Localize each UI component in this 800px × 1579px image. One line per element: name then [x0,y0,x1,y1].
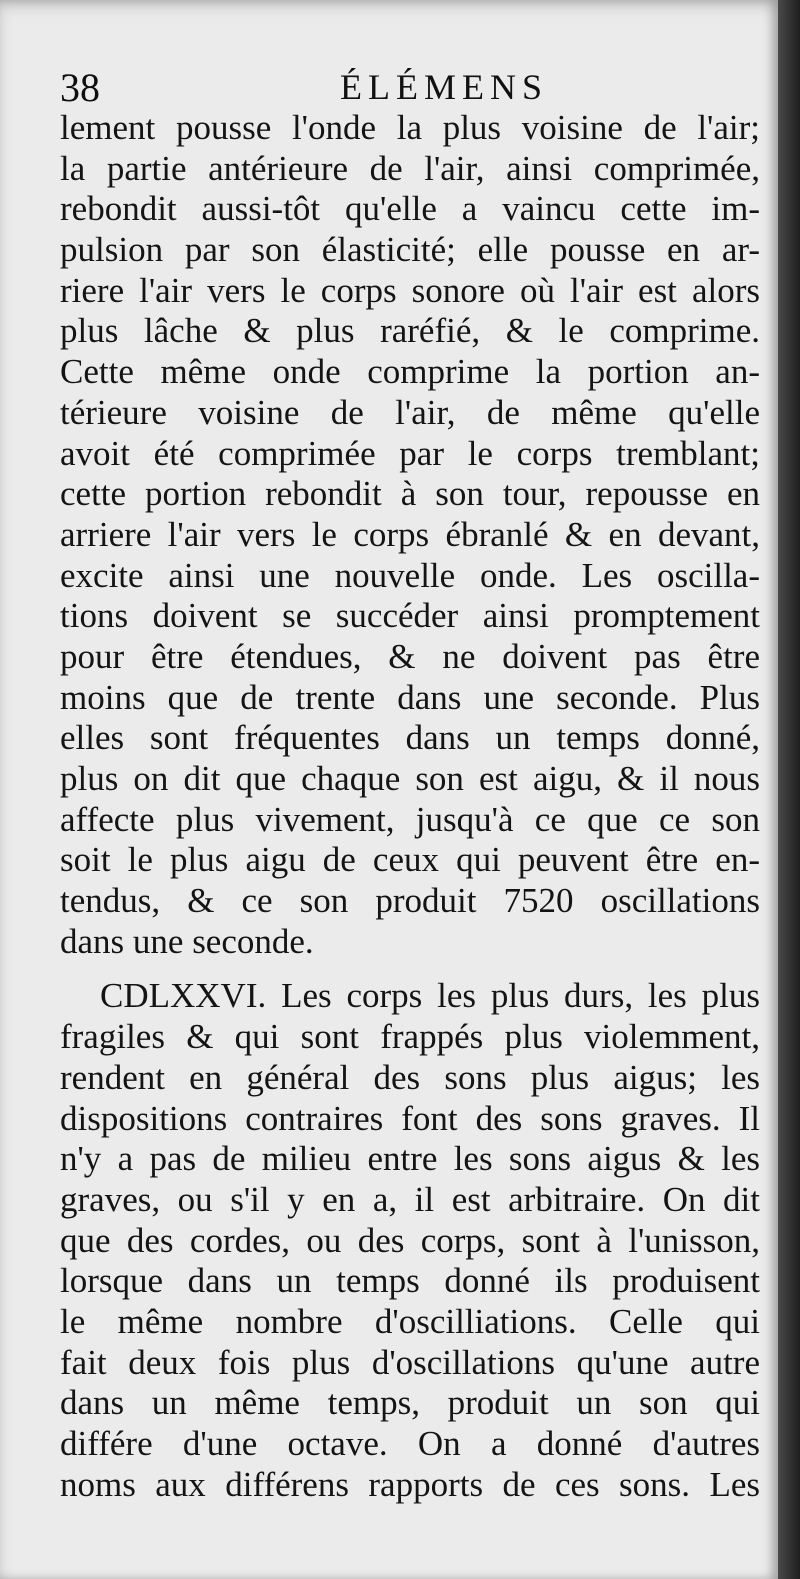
text-line: dans une seconde. [60,921,314,961]
text-line: rebondit aussi-tôt qu'elle a vaincu cette im- [60,189,760,229]
text-line: tendus, & ce son produit 7520 oscillations [60,881,760,921]
text-line: arriere l'air vers le corps ébranlé & en devant, [60,514,760,554]
text-line: avoit été comprimée par le corps tremblant; [60,433,760,473]
text-line: affecte plus vivement, jusqu'à ce que ce son [60,799,760,839]
body-text [60,108,760,1505]
text-line: tions doivent se succéder ainsi promptement [60,596,760,636]
text-line: pour être étendues, & ne doivent pas être [60,636,760,676]
text-line: lorsque dans un temps donné ils produisent [60,1261,760,1301]
text-line: noms aux différens rapports de ces sons. Les [60,1464,760,1504]
text-line: dans un même temps, produit un son qui [60,1383,760,1423]
text-line: plus on dit que chaque son est aigu, & il nous [60,759,760,798]
text-line: graves, ou s'il y en a, il est arbitraire. On dit [60,1179,760,1219]
text-line: la partie antérieure de l'air, ainsi comprimée, [60,148,760,188]
paragraph-2 [60,976,760,1505]
text-line: elles sont fréquentes dans un temps donné, [60,718,760,758]
text-line: CDLXXVI. Les corps les plus durs, les plus [100,976,760,1016]
text-line: le même nombre d'oscilliations. Celle qui [60,1301,760,1341]
text-line: lement pousse l'onde la plus voisine de l'air; [60,108,760,147]
text-line: plus lâche & plus raréfié, & le comprime. [60,311,760,351]
text-line: excite ainsi une nouvelle onde. Les oscilla- [60,555,760,595]
running-title: ÉLÉMENS [340,67,548,107]
text-line: cette portion rebondit à son tour, repousse en [60,474,760,514]
text-line: rendent en général des sons plus aigus; les [60,1057,760,1097]
text-line: différe d'une octave. On a donné d'autres [60,1424,760,1463]
paragraph-1 [60,108,760,962]
text-line: moins que de trente dans une seconde. Plus [60,677,760,717]
text-line: Cette même onde comprime la portion an- [60,352,760,392]
text-line: pulsion par son élasticité; elle pousse en ar- [60,230,760,270]
text-line: fait deux fois plus d'oscillations qu'une autre [60,1342,760,1382]
text-line: térieure voisine de l'air, de même qu'elle [60,392,760,432]
paragraph-gap [60,962,760,976]
text-line: fragiles & qui sont frappés plus violemment, [60,1017,760,1057]
text-line: soit le plus aigu de ceux qui peuvent être en- [60,840,760,880]
text-line: riere l'air vers le corps sonore où l'air est alors [60,270,760,310]
page-number: 38 [60,65,100,110]
text-line: que des cordes, ou des corps, sont à l'unisson, [60,1220,760,1260]
text-line: n'y a pas de milieu entre les sons aigus & les [60,1139,760,1179]
text-line: dispositions contraires font des sons graves. Il [60,1098,760,1138]
book-binding-edge [778,0,800,1579]
